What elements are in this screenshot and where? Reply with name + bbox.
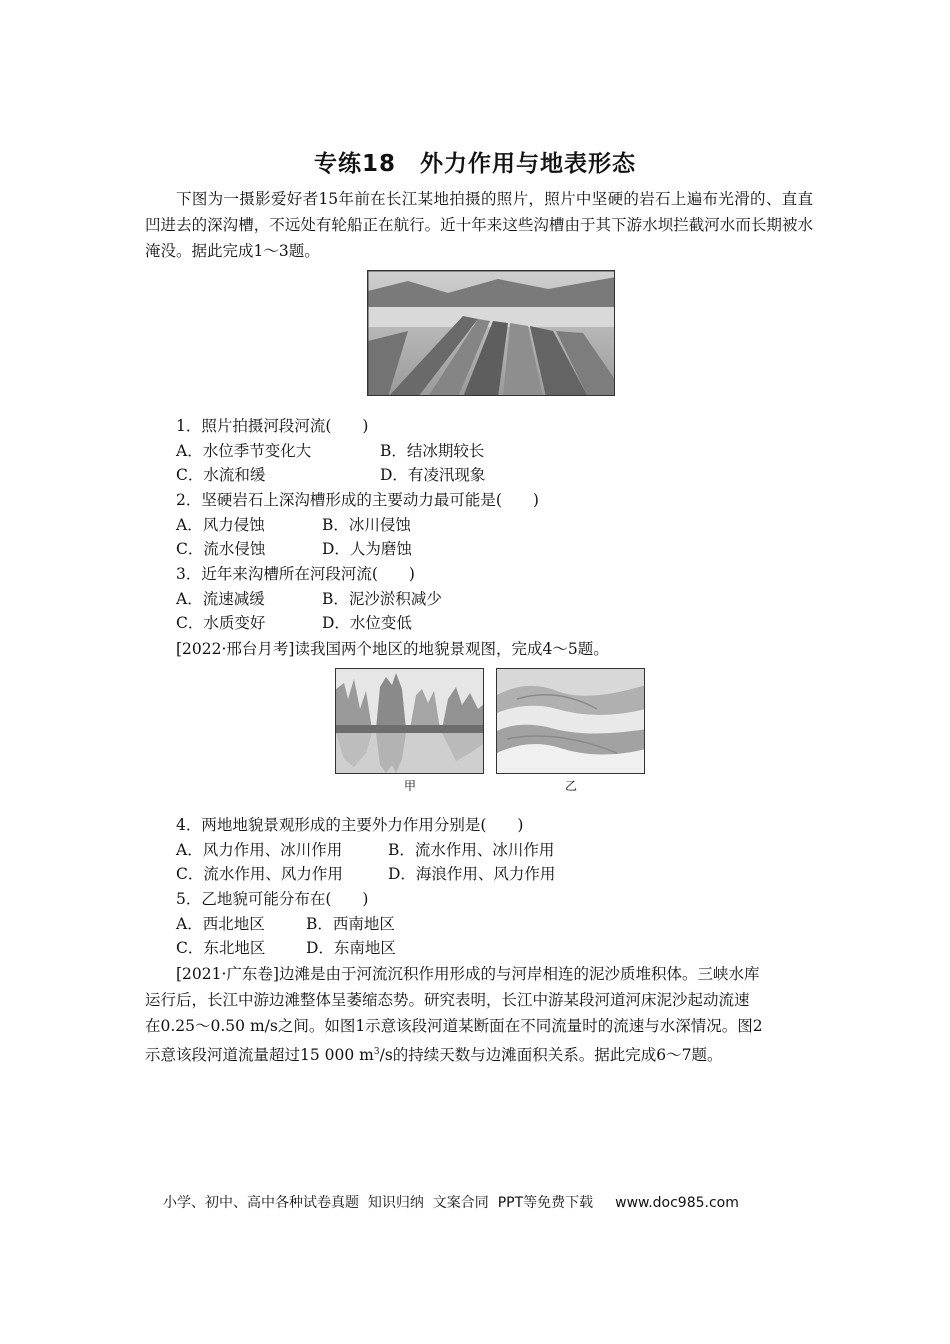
river-grooves-image: [368, 271, 615, 396]
q3-option-c[interactable]: C．水质变好: [176, 614, 266, 632]
page-footer: [163, 1192, 739, 1212]
q5-option-b[interactable]: B．西南地区: [306, 915, 395, 933]
cubic-superscript: 3: [373, 1047, 380, 1057]
caption-yi: 乙: [564, 779, 577, 793]
q4-option-b[interactable]: B．流水作用、冰川作用: [388, 841, 555, 859]
q1-option-b[interactable]: B．结冰期较长: [380, 442, 485, 460]
question-4-stem: 4．两地地貌景观形成的主要外力作用分别是( ): [176, 816, 524, 834]
intro-paragraph-1: 下图为一摄影爱好者15年前在长江某地拍摄的照片，照片中坚硬的岩石上遍布光滑的、直直凹进去的深沟槽，不远处有轮船正在航行。近十年来这些沟槽由于其下游水坝拦截河水而长期被水淹没。据此完成1～3题。: [145, 190, 813, 260]
question-5-stem: 5．乙地貌可能分布在( ): [176, 890, 369, 908]
desert-dunes-image: [497, 669, 645, 774]
q3-option-a[interactable]: A．流速减缓: [176, 590, 265, 608]
intro-paragraph-3-line-4: [145, 1040, 723, 1067]
karst-landscape-photo: [335, 668, 484, 774]
q4-option-a[interactable]: A．风力作用、冰川作用: [176, 841, 343, 859]
karst-landscape-image: [336, 669, 484, 774]
q3-option-b[interactable]: B．泥沙淤积减少: [322, 590, 442, 608]
q1-option-c[interactable]: C．水流和缓: [176, 466, 266, 484]
intro-paragraph-3-line-1: [2021·广东卷]边滩是由于河流沉积作用形成的与河岸相连的泥沙质堆积体。三峡水库: [176, 965, 760, 983]
q1-option-d[interactable]: D．有凌汛现象: [380, 466, 486, 484]
river-grooves-photo: [367, 270, 615, 396]
q5-option-d[interactable]: D．东南地区: [306, 939, 396, 957]
page-title: 专练18 外力作用与地表形态: [313, 151, 636, 177]
q2-option-a[interactable]: A．风力侵蚀: [176, 516, 265, 534]
q3-option-d[interactable]: D．水位变低: [322, 614, 412, 632]
question-3-stem: 3．近年来沟槽所在河段河流( ): [176, 565, 415, 583]
q4-option-c[interactable]: C．流水作用、风力作用: [176, 865, 343, 883]
footer-text: 小学、初中、高中各种试卷真题 知识归纳 文案合同 PPT等免费下载: [163, 1195, 594, 1211]
question-1-stem: 1．照片拍摄河段河流( ): [176, 417, 369, 435]
intro-line-4-part-2: /s的持续天数与边滩面积关系。据此完成6～7题。: [379, 1046, 723, 1065]
footer-url[interactable]: www.doc985.com: [615, 1195, 739, 1211]
q2-option-c[interactable]: C．流水侵蚀: [176, 540, 266, 558]
intro-paragraph-3-line-3: 在0.25～0.50 m/s之间。如图1示意该段河道某断面在不同流量时的流速与水深情况。图2: [145, 1017, 763, 1035]
intro-paragraph-3-line-2: 运行后，长江中游边滩整体呈萎缩态势。研究表明，长江中游某段河道河床泥沙起动流速: [145, 991, 750, 1009]
q2-option-b[interactable]: B．冰川侵蚀: [322, 516, 411, 534]
q5-option-c[interactable]: C．东北地区: [176, 939, 266, 957]
q2-option-d[interactable]: D．人为磨蚀: [322, 540, 412, 558]
q4-option-d[interactable]: D．海浪作用、风力作用: [388, 865, 556, 883]
desert-dunes-photo: [496, 668, 645, 774]
intro-line-4-part-1: 示意该段河道流量超过15 000 m: [145, 1046, 374, 1065]
q5-option-a[interactable]: A．西北地区: [176, 915, 265, 933]
intro-paragraph-2: [2022·邢台月考]读我国两个地区的地貌景观图，完成4～5题。: [176, 640, 609, 658]
q1-option-a[interactable]: A．水位季节变化大: [176, 442, 312, 460]
question-2-stem: 2．坚硬岩石上深沟槽形成的主要动力最可能是( ): [176, 491, 539, 509]
caption-jia: 甲: [403, 779, 416, 793]
